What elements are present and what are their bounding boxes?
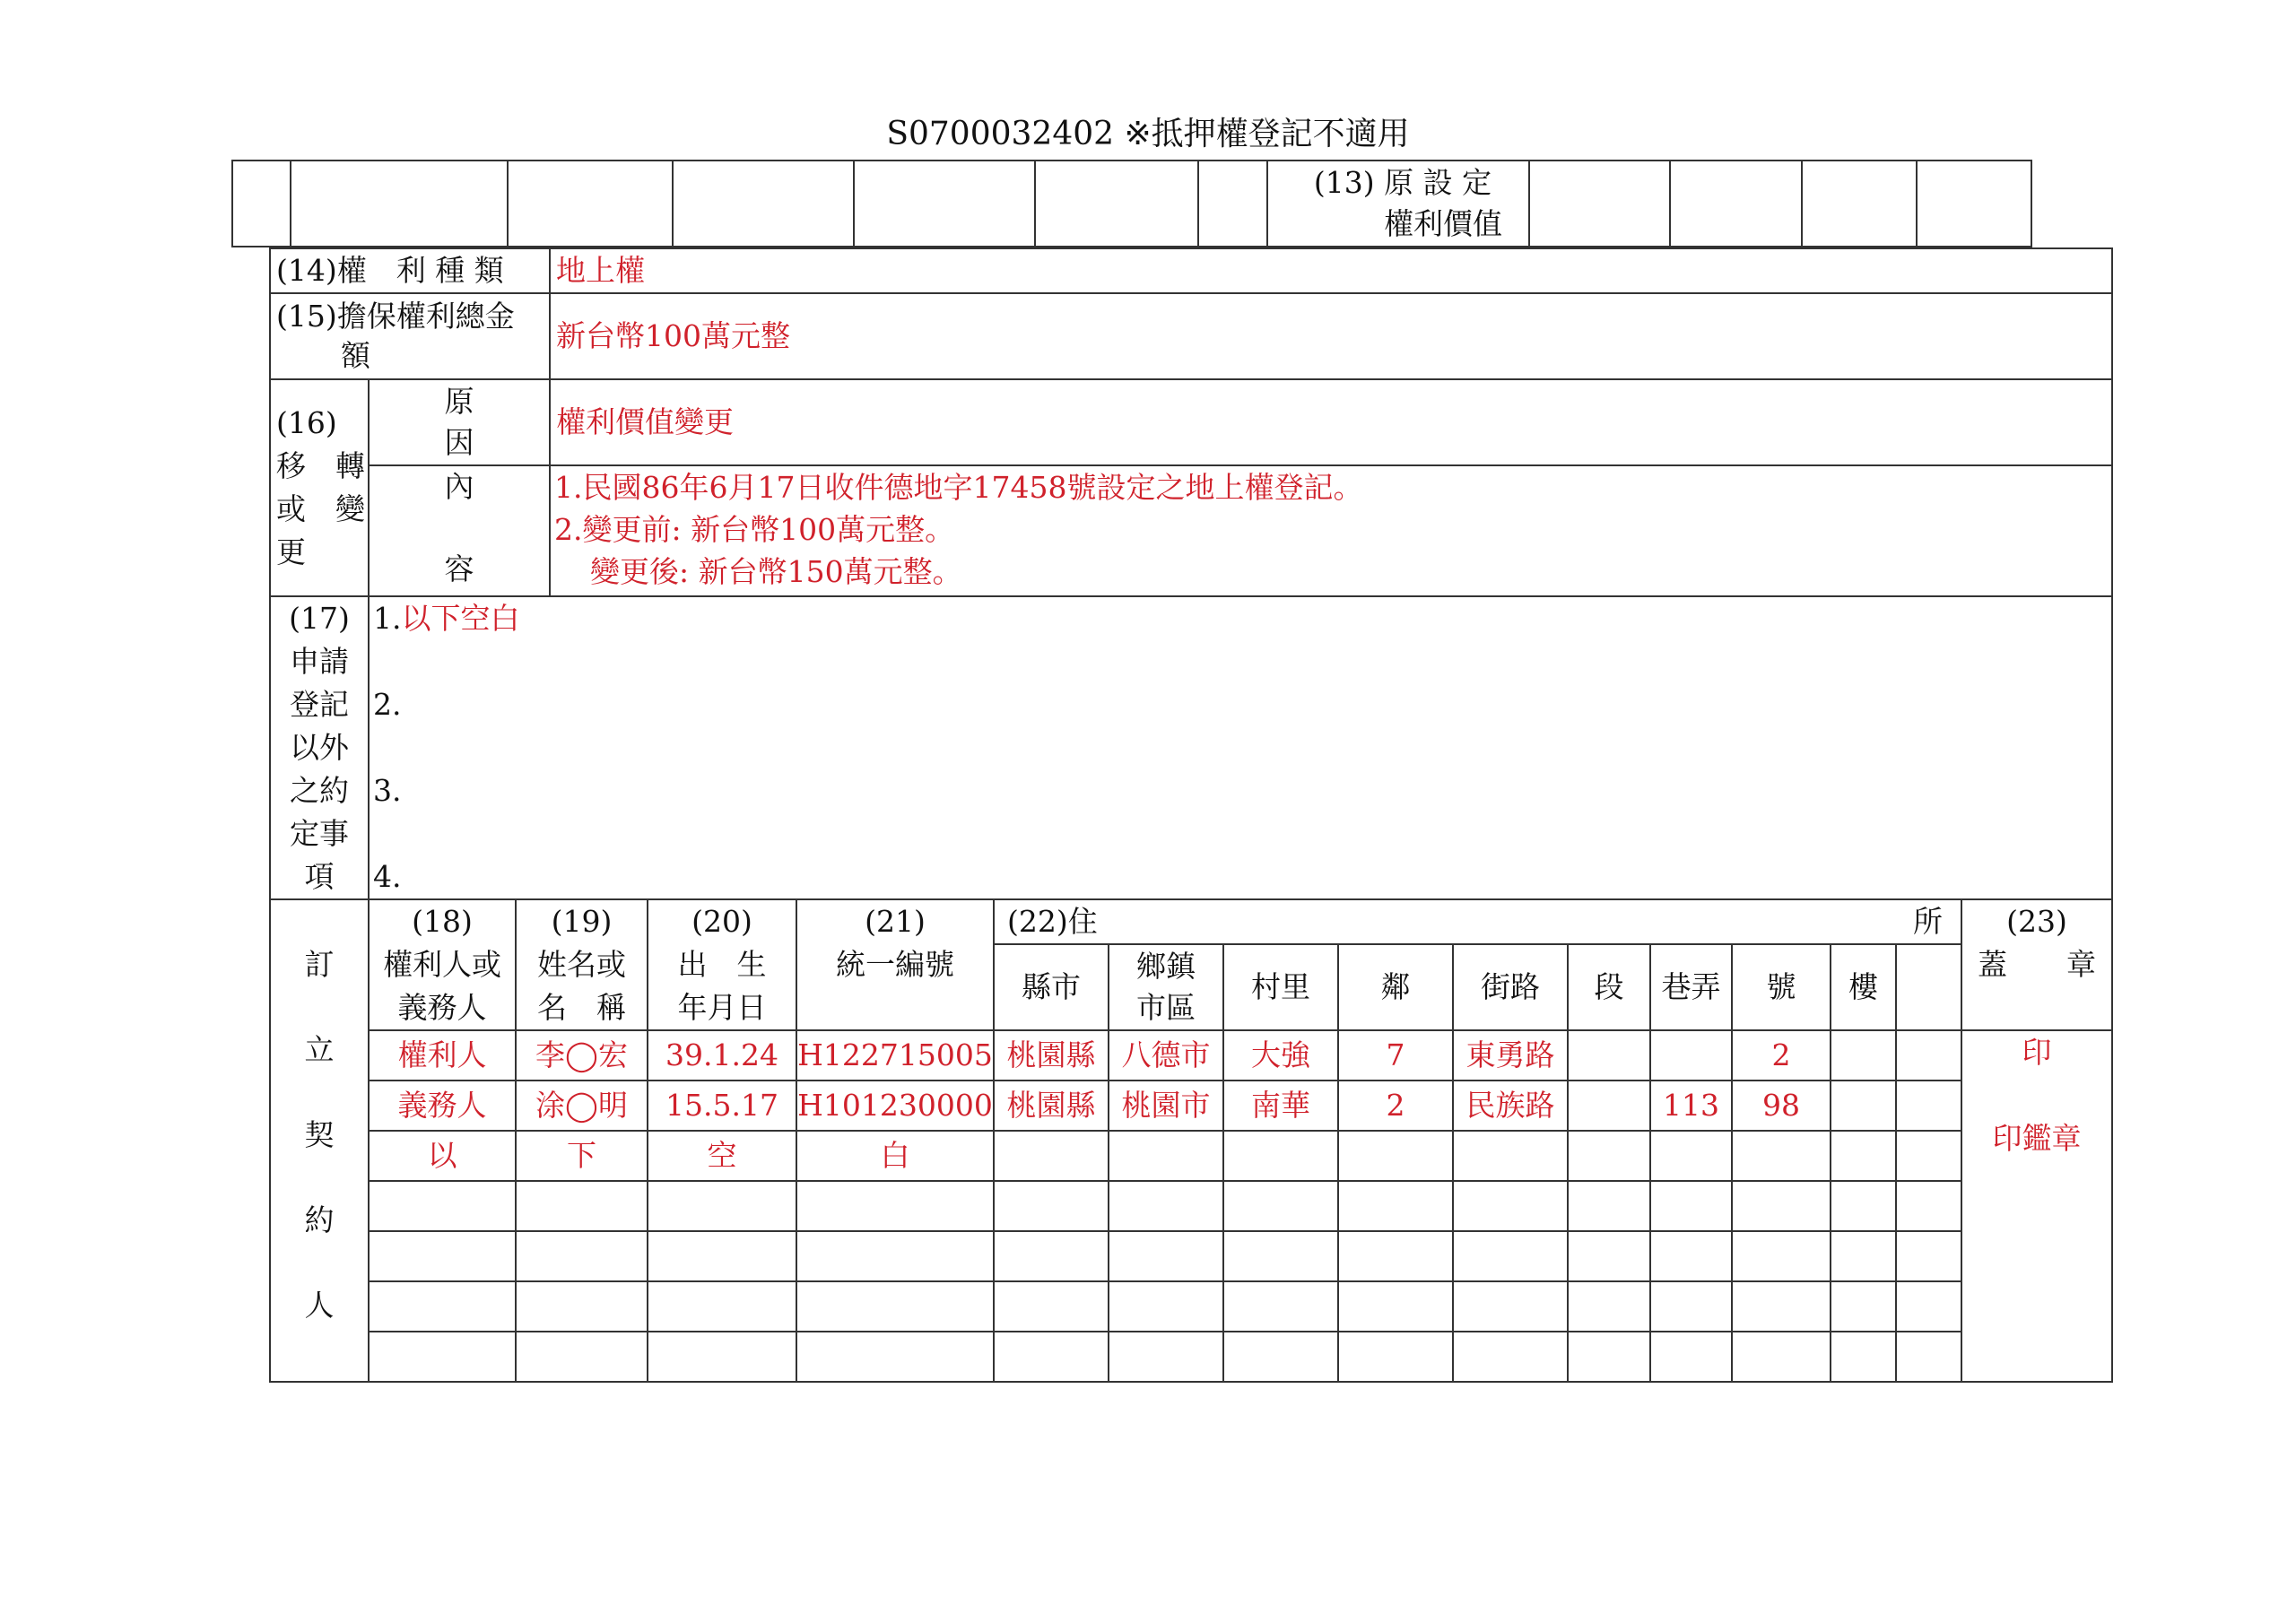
party-id: H101230000 <box>796 1081 994 1131</box>
header-23-num: (23) <box>2006 904 2067 939</box>
party-neighborhood <box>1338 1332 1453 1382</box>
party-county: 桃園縣 <box>994 1081 1109 1131</box>
table-row <box>270 1030 2112 1081</box>
addr-header-village: 村里 <box>1223 944 1338 1030</box>
party-lane <box>1650 1030 1732 1081</box>
parties-side-label-4: 人 <box>304 1288 335 1323</box>
party-floor <box>1831 1081 1896 1131</box>
party-role: 權利人 <box>369 1030 516 1081</box>
party-lane: 113 <box>1650 1081 1732 1131</box>
row14-label: (14)權 利 種 類 <box>270 248 550 293</box>
row17-item-2: 2. <box>373 687 402 722</box>
party-village <box>1223 1131 1338 1181</box>
document-note: ※抵押權登記不適用 <box>1124 116 1410 152</box>
party-village <box>1223 1281 1338 1332</box>
header-18-b: 義務人 <box>397 990 487 1025</box>
party-village <box>1223 1181 1338 1231</box>
party-street <box>1453 1131 1568 1181</box>
row15-label-line1: (15)擔保權利總金 <box>276 299 515 334</box>
party-id: H122715005 <box>796 1030 994 1081</box>
row13-value-2 <box>1670 161 1802 247</box>
row16-content-label-2: 容 <box>444 551 474 586</box>
row13-table <box>231 160 2032 247</box>
document-title <box>0 115 2296 154</box>
party-extra <box>1896 1081 1961 1131</box>
party-role: 以 <box>369 1131 516 1181</box>
party-lane <box>1650 1332 1732 1382</box>
parties-table <box>269 898 2113 1383</box>
row17-label-line-3: 以外 <box>290 730 349 765</box>
party-lane <box>1650 1281 1732 1332</box>
addr-header-town-b: 市區 <box>1136 990 1196 1025</box>
party-county <box>994 1181 1109 1231</box>
document-code: S0700032402 <box>886 116 1115 152</box>
party-town <box>1109 1231 1223 1281</box>
party-floor <box>1831 1181 1896 1231</box>
row13-label <box>1267 161 1529 247</box>
party-id: 白 <box>796 1131 994 1181</box>
party-birth: 15.5.17 <box>648 1081 796 1131</box>
row16-content-label <box>369 465 550 596</box>
party-floor <box>1831 1332 1896 1382</box>
row16-label-num: (16) <box>276 405 337 440</box>
party-name: 下 <box>516 1131 648 1181</box>
header-20 <box>648 899 796 1030</box>
party-county <box>994 1332 1109 1382</box>
party-number <box>1732 1332 1831 1382</box>
party-number <box>1732 1231 1831 1281</box>
row16-label <box>270 379 369 596</box>
party-town <box>1109 1281 1223 1332</box>
addr-header-extra <box>1896 944 1961 1030</box>
seal-2: 印鑑章 <box>1992 1121 2082 1156</box>
party-county <box>994 1231 1109 1281</box>
table-row <box>270 1181 2112 1231</box>
header-22 <box>994 899 1961 944</box>
addr-header-county: 縣市 <box>994 944 1109 1030</box>
header-21-num: (21) <box>865 904 926 939</box>
main-form-table <box>269 247 2113 900</box>
addr-header-street: 街路 <box>1453 944 1568 1030</box>
row13-cell-2 <box>291 161 508 247</box>
party-county <box>994 1281 1109 1332</box>
row16-label-line3: 或 變 <box>276 491 365 526</box>
party-neighborhood: 7 <box>1338 1030 1453 1081</box>
addr-header-lane: 巷弄 <box>1650 944 1732 1030</box>
header-23 <box>1961 899 2112 1030</box>
row13-label-line2: 權利價值 <box>1384 206 1502 241</box>
row17-label <box>270 596 369 899</box>
row16-content-label-1: 內 <box>444 469 474 504</box>
party-id <box>796 1231 994 1281</box>
addr-header-neighborhood: 鄰 <box>1338 944 1453 1030</box>
party-floor <box>1831 1231 1896 1281</box>
seal-column <box>1961 1030 2112 1382</box>
row13-value-4 <box>1917 161 2031 247</box>
row17-label-line-1: 申請 <box>290 644 349 679</box>
party-village: 南華 <box>1223 1081 1338 1131</box>
row16-label-line2: 移 轉 <box>276 448 365 483</box>
party-floor <box>1831 1131 1896 1181</box>
party-section <box>1568 1030 1650 1081</box>
party-street <box>1453 1332 1568 1382</box>
row13-cell-3 <box>508 161 673 247</box>
row14-value: 地上權 <box>550 248 2112 293</box>
row16-content-line2: 2.變更前: 新台幣100萬元整。 <box>554 512 955 547</box>
party-name: 涂◯明 <box>516 1081 648 1131</box>
party-name <box>516 1181 648 1231</box>
row16-content-line3: 變更後: 新台幣150萬元整。 <box>590 554 962 589</box>
party-role: 義務人 <box>369 1081 516 1131</box>
row16-reason-label-1: 原 <box>444 384 474 419</box>
party-birth <box>648 1281 796 1332</box>
party-id <box>796 1332 994 1382</box>
party-street: 民族路 <box>1453 1081 1568 1131</box>
table-row <box>270 1231 2112 1281</box>
table-row <box>270 1281 2112 1332</box>
party-role <box>369 1181 516 1231</box>
parties-side-label-3: 約 <box>304 1202 335 1237</box>
row15-label <box>270 293 550 379</box>
row17-label-line-4: 之約 <box>290 773 349 808</box>
party-neighborhood <box>1338 1231 1453 1281</box>
party-village: 大強 <box>1223 1030 1338 1081</box>
party-number: 98 <box>1732 1081 1831 1131</box>
party-section <box>1568 1231 1650 1281</box>
header-22-right: 所 <box>1913 904 1944 939</box>
party-neighborhood: 2 <box>1338 1081 1453 1131</box>
row16-label-line4: 更 <box>276 534 306 569</box>
row16-reason-label <box>369 379 550 465</box>
party-extra <box>1896 1281 1961 1332</box>
party-section <box>1568 1181 1650 1231</box>
row15-label-line2: 額 <box>341 338 370 373</box>
row17-label-line-6: 項 <box>304 859 335 894</box>
row17-item-3: 3. <box>373 773 402 808</box>
party-name: 李◯宏 <box>516 1030 648 1081</box>
header-20-b: 年月日 <box>677 990 767 1025</box>
party-birth: 39.1.24 <box>648 1030 796 1081</box>
row17-item-1-num: 1. <box>373 601 402 636</box>
party-name <box>516 1281 648 1332</box>
addr-header-town-a: 鄉鎮 <box>1136 949 1196 984</box>
header-19-num: (19) <box>551 904 613 939</box>
party-floor <box>1831 1030 1896 1081</box>
row13-cell-4 <box>673 161 854 247</box>
table-row <box>270 1081 2112 1131</box>
header-18 <box>369 899 516 1030</box>
party-town: 桃園市 <box>1109 1081 1223 1131</box>
party-section <box>1568 1281 1650 1332</box>
header-23-a: 蓋 章 <box>1978 947 2097 982</box>
party-lane <box>1650 1181 1732 1231</box>
party-street <box>1453 1281 1568 1332</box>
row16-reason-label-2: 因 <box>444 425 474 460</box>
party-village <box>1223 1332 1338 1382</box>
party-neighborhood <box>1338 1281 1453 1332</box>
table-row <box>270 1131 2112 1181</box>
party-neighborhood <box>1338 1181 1453 1231</box>
party-number <box>1732 1181 1831 1231</box>
party-birth <box>648 1231 796 1281</box>
row17-label-line-5: 定事 <box>290 816 349 851</box>
parties-side-label-1: 立 <box>304 1032 335 1067</box>
party-extra <box>1896 1030 1961 1081</box>
party-extra <box>1896 1231 1961 1281</box>
parties-side-label-2: 契 <box>304 1117 335 1152</box>
header-22-left: (22)住 <box>1007 904 1098 939</box>
party-extra <box>1896 1181 1961 1231</box>
row16-content-value <box>550 465 2112 596</box>
header-21-a: 統一編號 <box>836 947 954 982</box>
row13-cell-1 <box>232 161 291 247</box>
addr-header-floor: 樓 <box>1831 944 1896 1030</box>
party-town <box>1109 1332 1223 1382</box>
row13-cell-6 <box>1035 161 1198 247</box>
row13-value-1 <box>1529 161 1670 247</box>
header-19 <box>516 899 648 1030</box>
party-town <box>1109 1131 1223 1181</box>
row13-value-3 <box>1802 161 1917 247</box>
party-id <box>796 1181 994 1231</box>
row13-cell-5 <box>854 161 1035 247</box>
party-county: 桃園縣 <box>994 1030 1109 1081</box>
party-neighborhood <box>1338 1131 1453 1181</box>
parties-side-label-0: 訂 <box>304 947 335 982</box>
header-18-a: 權利人或 <box>383 947 501 982</box>
party-name <box>516 1231 648 1281</box>
header-21 <box>796 899 994 1030</box>
party-role <box>369 1332 516 1382</box>
party-section <box>1568 1332 1650 1382</box>
party-floor <box>1831 1281 1896 1332</box>
party-village <box>1223 1231 1338 1281</box>
party-lane <box>1650 1231 1732 1281</box>
addr-header-section: 段 <box>1568 944 1650 1030</box>
party-number <box>1732 1281 1831 1332</box>
row16-content-line1: 1.民國86年6月17日收件德地字17458號設定之地上權登記。 <box>554 470 1363 505</box>
row13-cell-7 <box>1198 161 1267 247</box>
party-birth: 空 <box>648 1131 796 1181</box>
table-row <box>270 1332 2112 1382</box>
header-20-a: 出 生 <box>677 947 767 982</box>
row17-item-1 <box>373 597 2111 640</box>
header-18-num: (18) <box>412 904 473 939</box>
header-19-a: 姓名或 <box>537 947 626 982</box>
party-lane <box>1650 1131 1732 1181</box>
party-number <box>1732 1131 1831 1181</box>
party-extra <box>1896 1131 1961 1181</box>
party-town: 八德市 <box>1109 1030 1223 1081</box>
header-19-b: 名 稱 <box>537 990 626 1025</box>
party-role <box>369 1281 516 1332</box>
row17-item-4: 4. <box>373 859 402 894</box>
addr-header-town <box>1109 944 1223 1030</box>
parties-side-label <box>270 899 369 1382</box>
party-birth <box>648 1332 796 1382</box>
party-extra <box>1896 1332 1961 1382</box>
party-street: 東勇路 <box>1453 1030 1568 1081</box>
party-number: 2 <box>1732 1030 1831 1081</box>
row17-label-line-0: (17) <box>289 601 350 636</box>
party-name <box>516 1332 648 1382</box>
header-20-num: (20) <box>691 904 752 939</box>
row16-reason-value: 權利價值變更 <box>550 379 2112 465</box>
row13-label-line1: (13) 原 設 定 <box>1313 165 1492 200</box>
party-town <box>1109 1181 1223 1231</box>
seal-1: 印 <box>2022 1035 2052 1070</box>
row17-label-line-2: 登記 <box>290 687 349 722</box>
party-id <box>796 1281 994 1332</box>
party-county <box>994 1131 1109 1181</box>
party-street <box>1453 1231 1568 1281</box>
row17-content <box>369 596 2112 899</box>
party-section <box>1568 1131 1650 1181</box>
row17-item-1-value: 以下空白 <box>401 601 520 636</box>
party-street <box>1453 1181 1568 1231</box>
party-role <box>369 1231 516 1281</box>
party-section <box>1568 1081 1650 1131</box>
party-birth <box>648 1181 796 1231</box>
addr-header-number: 號 <box>1732 944 1831 1030</box>
row15-value: 新台幣100萬元整 <box>550 293 2112 379</box>
